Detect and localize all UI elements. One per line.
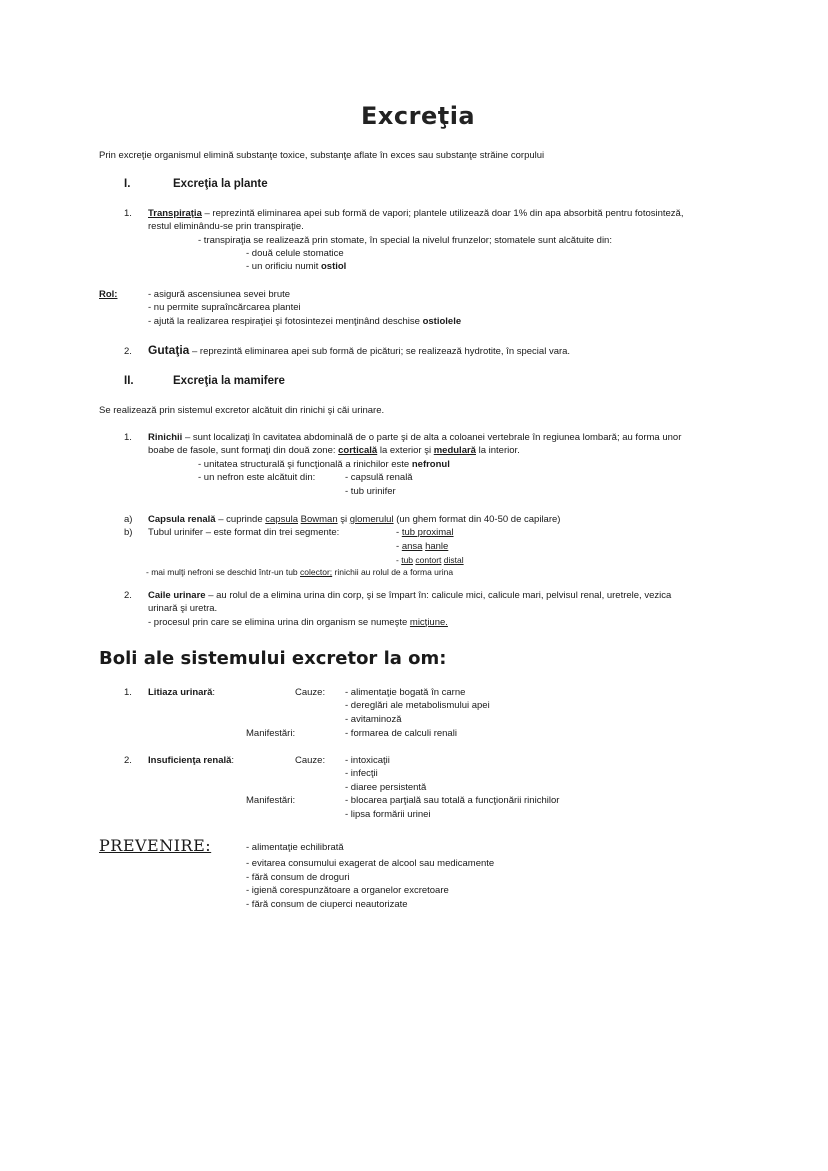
- ansa-word: ansa: [401, 541, 423, 552]
- zones-text: boabe de fasole, sunt formaţi din două zone:: [148, 445, 339, 456]
- unit-line: [198, 459, 450, 470]
- tub-word: tub: [401, 555, 414, 565]
- disease1-cauza-3: - avitaminoză: [345, 714, 402, 725]
- d1-colon: :: [212, 687, 216, 698]
- distal-word: distal: [443, 555, 464, 565]
- medulara-term: medulară: [433, 445, 476, 456]
- section2-number: II.: [124, 375, 134, 387]
- disease2-manif-label: Manifestări:: [246, 795, 296, 806]
- s1-item1-sub-b: [246, 261, 346, 272]
- insuficienta-term: Insuficienţa renală: [148, 755, 232, 766]
- seg2-dash: -: [396, 541, 402, 552]
- section2-title: Excreţia la mamifere: [173, 375, 285, 387]
- segment-2: [396, 541, 448, 552]
- s1-item2-number: 2.: [124, 346, 132, 357]
- disease2-name: [148, 755, 234, 766]
- disease1-name: [148, 687, 215, 698]
- disease2-cauza-3: - diaree persistentă: [345, 782, 427, 793]
- prevenire-item-1: - alimentaţie echilibrată: [246, 842, 344, 853]
- litiaza-term: Litiaza urinară: [148, 687, 213, 698]
- nefroni-note: [146, 567, 453, 577]
- sub-b-text: - un orificiu numit: [246, 261, 321, 272]
- prevenire-item-3: - fără consum de droguri: [246, 872, 350, 883]
- prevenire-item-4: - igienă corespunzătoare a organelor excretoare: [246, 885, 449, 896]
- rol-item-3: [148, 316, 461, 327]
- a-label: a): [124, 514, 133, 525]
- seg1-dash: -: [396, 527, 402, 538]
- prevenire-label: PREVENIRE:: [99, 836, 212, 855]
- disease1-cauza-1: - alimentaţie bogată în carne: [345, 687, 466, 698]
- capsula-word: capsula: [265, 514, 298, 525]
- ostiol-term: ostiol: [320, 261, 347, 272]
- transpiratia-text: – reprezintă eliminarea apei sub formă de vapori; plantele utilizează doar 1% din apa absorbită pentru fotosinteză,: [201, 208, 684, 219]
- disease1-cauze-label: Cauze:: [295, 687, 326, 698]
- s2-item1-line1: [148, 432, 681, 443]
- disease2-cauza-2: - infecţii: [345, 768, 378, 779]
- disease1-manif-label: Manifestări:: [246, 728, 296, 739]
- s2-item2-line1: [148, 590, 671, 601]
- unit-text: - unitatea structurală şi funcţională a rinichilor este: [198, 459, 412, 470]
- boli-heading: Boli ale sistemului excretor la om:: [99, 648, 447, 669]
- contort-word: contort: [415, 555, 442, 565]
- disease1-number: 1.: [124, 687, 132, 698]
- disease1-cauza-2: - dereglări ale metabolismului apei: [345, 700, 490, 711]
- disease2-manif-2: - lipsa formării urinei: [345, 809, 431, 820]
- rinichii-text: – sunt localizaţi în cavitatea abdominală de o parte şi de alta a coloanei vertebrale în regiunea lombară; au forma unor: [182, 432, 682, 443]
- zones-mid: la exterior şi: [377, 445, 434, 456]
- s2-item1-number: 1.: [124, 432, 132, 443]
- mictiune-text: - procesul prin care se elimina urina din organism se numeşte: [148, 617, 410, 628]
- capsula-line: [148, 514, 560, 525]
- s2-item2-line2: urinară şi uretra.: [148, 603, 218, 614]
- disease2-cauze-label: Cauze:: [295, 755, 326, 766]
- colector-word: colector;: [300, 567, 333, 577]
- mictiune-term: micţiune.: [409, 617, 448, 628]
- s1-item1-sub: - transpiraţia se realizează prin stomate, în special la nivelul frunzelor; stomatele sunt alcătuite din:: [198, 235, 612, 246]
- rol-item-2: - nu permite supraîncărcarea plantei: [148, 302, 301, 313]
- tub-proximal: tub proximal: [401, 527, 454, 538]
- caile-text: – au rolul de a elimina urina din corp, şi se împart în: calicule mici, calicule mari, pelvisul renal, uretrele, vezica: [205, 590, 672, 601]
- rol-label: Rol:: [99, 289, 118, 300]
- page-title: Excreţia: [361, 102, 476, 130]
- section1-number: I.: [124, 178, 131, 190]
- hanle-word: hanle: [425, 541, 449, 552]
- b-label: b): [124, 527, 133, 538]
- corticala-term: corticală: [338, 445, 378, 456]
- note-end: rinichii au rolul de a forma urina: [332, 567, 454, 577]
- glomerulul-word: glomerulul: [349, 514, 394, 525]
- s1-item1-number: 1.: [124, 208, 132, 219]
- disease2-number: 2.: [124, 755, 132, 766]
- s1-item1-line2: restul eliminându-se prin transpiraţie.: [148, 221, 304, 232]
- ostiolele-term: ostiolele: [422, 316, 462, 327]
- rol3-text: - ajută la realizarea respiraţiei şi fotosintezei menţinând deschise: [148, 316, 423, 327]
- s1-item2-line: [148, 343, 570, 357]
- gutatia-term: Gutaţia: [148, 343, 190, 357]
- nefron-part-b: - tub urinifer: [345, 486, 396, 497]
- disease1-manif-1: - formarea de calculi renali: [345, 728, 457, 739]
- capsula-term: Capsula renală: [148, 514, 216, 525]
- disease2-manif-1: - blocarea parţială sau totală a funcţionării rinichilor: [345, 795, 560, 806]
- seg3-dash: -: [396, 555, 402, 565]
- rinichii-term: Rinichii: [148, 432, 183, 443]
- s2-item1-line2: [148, 445, 520, 456]
- s1-item1-line1: [148, 208, 683, 219]
- s2-item2-sub: [148, 617, 448, 628]
- zones-end: la interior.: [475, 445, 520, 456]
- nefron-part-a: - capsulă renală: [345, 472, 413, 483]
- nefron-line: - un nefron este alcătuit din:: [198, 472, 316, 483]
- bowman-word: Bowman: [300, 514, 338, 525]
- segment-1: [396, 527, 454, 538]
- gutatia-text: – reprezintă eliminarea apei sub formă de picături; se realizează hydrotite, în special vara.: [189, 346, 571, 357]
- capsula-end: (un ghem format din 40-50 de capilare): [393, 514, 561, 525]
- section1-title: Excreţia la plante: [173, 178, 268, 190]
- prevenire-item-5: - fără consum de ciuperci neautorizate: [246, 899, 408, 910]
- disease2-cauza-1: - intoxicaţii: [345, 755, 390, 766]
- intro-text: Prin excreţie organismul elimină substanţe toxice, substanţe aflate în exces sau substanţe străine corpului: [99, 150, 545, 161]
- s2-item2-number: 2.: [124, 590, 132, 601]
- tubul-line: Tubul urinifer – este format din trei segmente:: [148, 527, 340, 538]
- capsula-text: – cuprinde: [215, 514, 266, 525]
- transpiratia-term: Transpiraţia: [148, 208, 202, 219]
- capsula-and: şi: [337, 514, 350, 525]
- nefronul-term: nefronul: [411, 459, 450, 470]
- s1-item1-sub-a: - două celule stomatice: [246, 248, 344, 259]
- section2-intro: Se realizează prin sistemul excretor alcătuit din rinichi şi căi urinare.: [99, 405, 385, 416]
- segment-3: [396, 555, 464, 565]
- rol-item-1: - asigură ascensiunea sevei brute: [148, 289, 291, 300]
- caile-term: Caile urinare: [148, 590, 206, 601]
- note-text: - mai mulţi nefroni se deschid într-un tub: [146, 567, 301, 577]
- prevenire-item-2: - evitarea consumului exagerat de alcool sau medicamente: [246, 858, 495, 869]
- d2-colon: :: [231, 755, 235, 766]
